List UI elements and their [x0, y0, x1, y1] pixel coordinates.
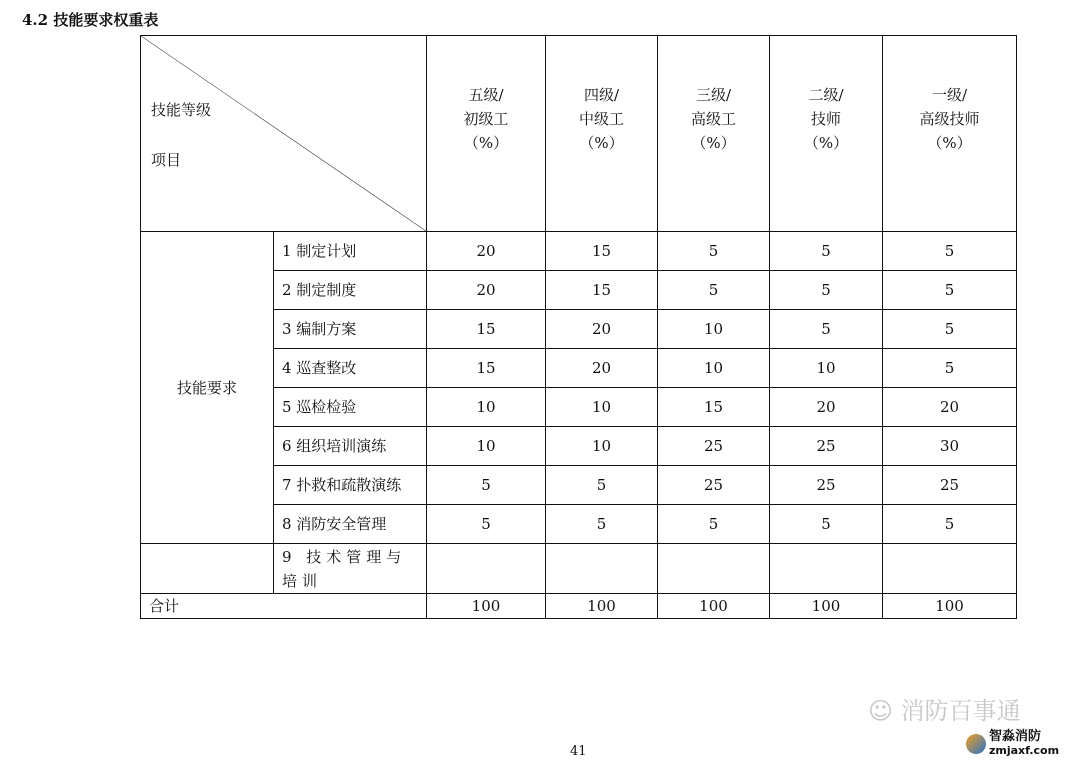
diag-top-label: 技能等级	[151, 101, 212, 119]
value-cell	[427, 310, 546, 349]
empty-cell	[883, 544, 1017, 594]
value-cell	[883, 466, 1017, 505]
item-cell	[274, 544, 427, 594]
level-header-line: 四级/	[583, 85, 620, 104]
level-header-line: 技师	[810, 109, 841, 128]
item-label: 9 技术管理与培训	[282, 547, 407, 590]
weight-value: 25	[703, 437, 724, 455]
weight-value: 15	[591, 242, 612, 260]
wechat-icon: ☺	[868, 697, 894, 725]
weight-value: 5	[481, 476, 491, 494]
item-label: 8 消防安全管理	[282, 515, 387, 533]
section-title: 4.2 技能要求权重表	[22, 11, 159, 29]
weight-value: 5	[481, 515, 491, 533]
value-cell	[883, 349, 1017, 388]
item-cell	[274, 427, 427, 466]
value-cell	[658, 310, 770, 349]
weight-value: 10	[591, 398, 612, 416]
item-label: 7 扑救和疏散演练	[282, 476, 402, 494]
table-row	[141, 544, 1017, 594]
diagonal-header-cell	[141, 36, 427, 232]
item-label: 5 巡检检验	[282, 398, 357, 416]
total-value: 100	[699, 597, 728, 615]
level-header-line: 二级/	[808, 85, 844, 104]
item-label: 1 制定计划	[282, 242, 357, 260]
item-label: 4 巡查整改	[282, 359, 357, 377]
brand-logo-icon	[966, 734, 986, 754]
level-header-4	[770, 36, 883, 232]
total-value-cell	[658, 594, 770, 619]
item-cell	[274, 466, 427, 505]
empty-cell	[427, 544, 546, 594]
total-value: 100	[935, 597, 964, 615]
total-value: 100	[811, 597, 841, 615]
value-cell	[770, 271, 883, 310]
weight-value: 5	[944, 281, 955, 299]
total-label-cell	[141, 594, 427, 619]
value-cell	[546, 466, 658, 505]
value-cell	[883, 310, 1017, 349]
total-row	[141, 594, 1017, 619]
total-value: 100	[587, 597, 616, 615]
value-cell	[658, 466, 770, 505]
total-value-cell	[770, 594, 883, 619]
item-cell	[274, 271, 427, 310]
weight-value: 5	[821, 242, 831, 260]
value-cell	[546, 310, 658, 349]
value-cell	[658, 349, 770, 388]
weight-value: 5	[944, 359, 955, 377]
value-cell	[883, 505, 1017, 544]
empty-cell	[546, 544, 658, 594]
weight-value: 5	[708, 281, 719, 299]
item-cell	[274, 388, 427, 427]
weight-value: 20	[939, 398, 960, 416]
level-header-line: （%）	[579, 133, 624, 152]
value-cell	[546, 271, 658, 310]
value-cell	[427, 232, 546, 271]
item-cell	[274, 232, 427, 271]
diag-bottom-label: 项目	[151, 151, 182, 169]
value-cell	[427, 349, 546, 388]
value-cell	[427, 427, 546, 466]
total-value-cell	[427, 594, 546, 619]
brand-name: 智淼消防	[989, 729, 1042, 744]
weight-value: 5	[944, 320, 955, 338]
value-cell	[658, 232, 770, 271]
level-header-line: 高级技师	[919, 109, 980, 128]
level-header-line: （%）	[463, 133, 509, 152]
value-cell	[546, 349, 658, 388]
level-header-line: 中级工	[578, 109, 624, 128]
value-cell	[658, 388, 770, 427]
weight-value: 5	[821, 515, 831, 533]
item-cell	[274, 349, 427, 388]
weight-value: 5	[944, 242, 955, 260]
level-header-5	[883, 36, 1017, 232]
total-label: 合计	[149, 597, 180, 615]
weight-value: 10	[476, 398, 496, 416]
value-cell	[658, 427, 770, 466]
value-cell	[546, 388, 658, 427]
weight-value: 20	[476, 242, 496, 260]
group-label-cell	[141, 232, 274, 544]
weight-value: 25	[703, 476, 724, 494]
weight-value: 15	[703, 398, 724, 416]
weight-value: 10	[703, 359, 724, 377]
brand-site: zmjaxf.com	[989, 744, 1060, 757]
level-header-line: 高级工	[690, 109, 736, 128]
weight-value: 15	[476, 320, 496, 338]
weight-value: 10	[476, 437, 496, 455]
empty-cell	[141, 544, 274, 594]
weight-value: 5	[596, 515, 607, 533]
weight-value: 10	[591, 437, 612, 455]
value-cell	[883, 388, 1017, 427]
wechat-watermark	[868, 698, 1021, 724]
value-cell	[770, 505, 883, 544]
value-cell	[883, 271, 1017, 310]
group-label: 技能要求	[176, 378, 237, 397]
value-cell	[770, 349, 883, 388]
value-cell	[770, 388, 883, 427]
value-cell	[770, 232, 883, 271]
total-value: 100	[471, 597, 501, 615]
page-number: 41	[570, 744, 587, 759]
level-header-line: 五级/	[468, 85, 504, 104]
empty-cell	[658, 544, 770, 594]
weight-value: 5	[821, 281, 831, 299]
item-cell	[274, 310, 427, 349]
weight-value: 20	[591, 320, 612, 338]
weight-value: 20	[591, 359, 612, 377]
skill-weight-table	[140, 35, 1017, 619]
item-label: 3 编制方案	[282, 320, 357, 338]
weight-value: 5	[944, 515, 955, 533]
value-cell	[546, 232, 658, 271]
weight-value: 25	[816, 437, 836, 455]
weight-value: 10	[703, 320, 724, 338]
brand-watermark	[966, 730, 1059, 758]
item-cell	[274, 505, 427, 544]
level-header-2	[546, 36, 658, 232]
value-cell	[546, 427, 658, 466]
level-header-3	[658, 36, 770, 232]
value-cell	[770, 310, 883, 349]
total-value-cell	[883, 594, 1017, 619]
level-header-line: 初级工	[463, 109, 509, 128]
wechat-name: 消防百事通	[900, 697, 1021, 725]
value-cell	[546, 505, 658, 544]
weight-value: 10	[816, 359, 836, 377]
level-header-line: 一级/	[931, 85, 968, 104]
value-cell	[658, 505, 770, 544]
table-row	[141, 232, 1017, 271]
empty-cell	[770, 544, 883, 594]
weight-value: 20	[816, 398, 836, 416]
weight-value: 25	[816, 476, 836, 494]
level-header-line: 三级/	[695, 85, 732, 104]
level-header-line: （%）	[803, 133, 849, 152]
item-label: 6 组织培训演练	[282, 437, 387, 455]
weight-value: 5	[596, 476, 607, 494]
level-header-line: （%）	[691, 133, 736, 152]
item-label: 2 制定制度	[282, 281, 357, 299]
weight-value: 15	[476, 359, 496, 377]
level-header-line: （%）	[927, 133, 972, 152]
level-header-1	[427, 36, 546, 232]
value-cell	[427, 466, 546, 505]
value-cell	[883, 232, 1017, 271]
weight-value: 25	[939, 476, 960, 494]
value-cell	[427, 271, 546, 310]
weight-value: 15	[591, 281, 612, 299]
total-value-cell	[546, 594, 658, 619]
value-cell	[770, 466, 883, 505]
weight-value: 5	[708, 515, 719, 533]
value-cell	[658, 271, 770, 310]
weight-value: 20	[476, 281, 496, 299]
value-cell	[883, 427, 1017, 466]
value-cell	[427, 505, 546, 544]
weight-value: 5	[708, 242, 719, 260]
value-cell	[770, 427, 883, 466]
value-cell	[427, 388, 546, 427]
weight-value: 30	[939, 437, 960, 455]
weight-value: 5	[821, 320, 831, 338]
header-row	[141, 36, 1017, 232]
